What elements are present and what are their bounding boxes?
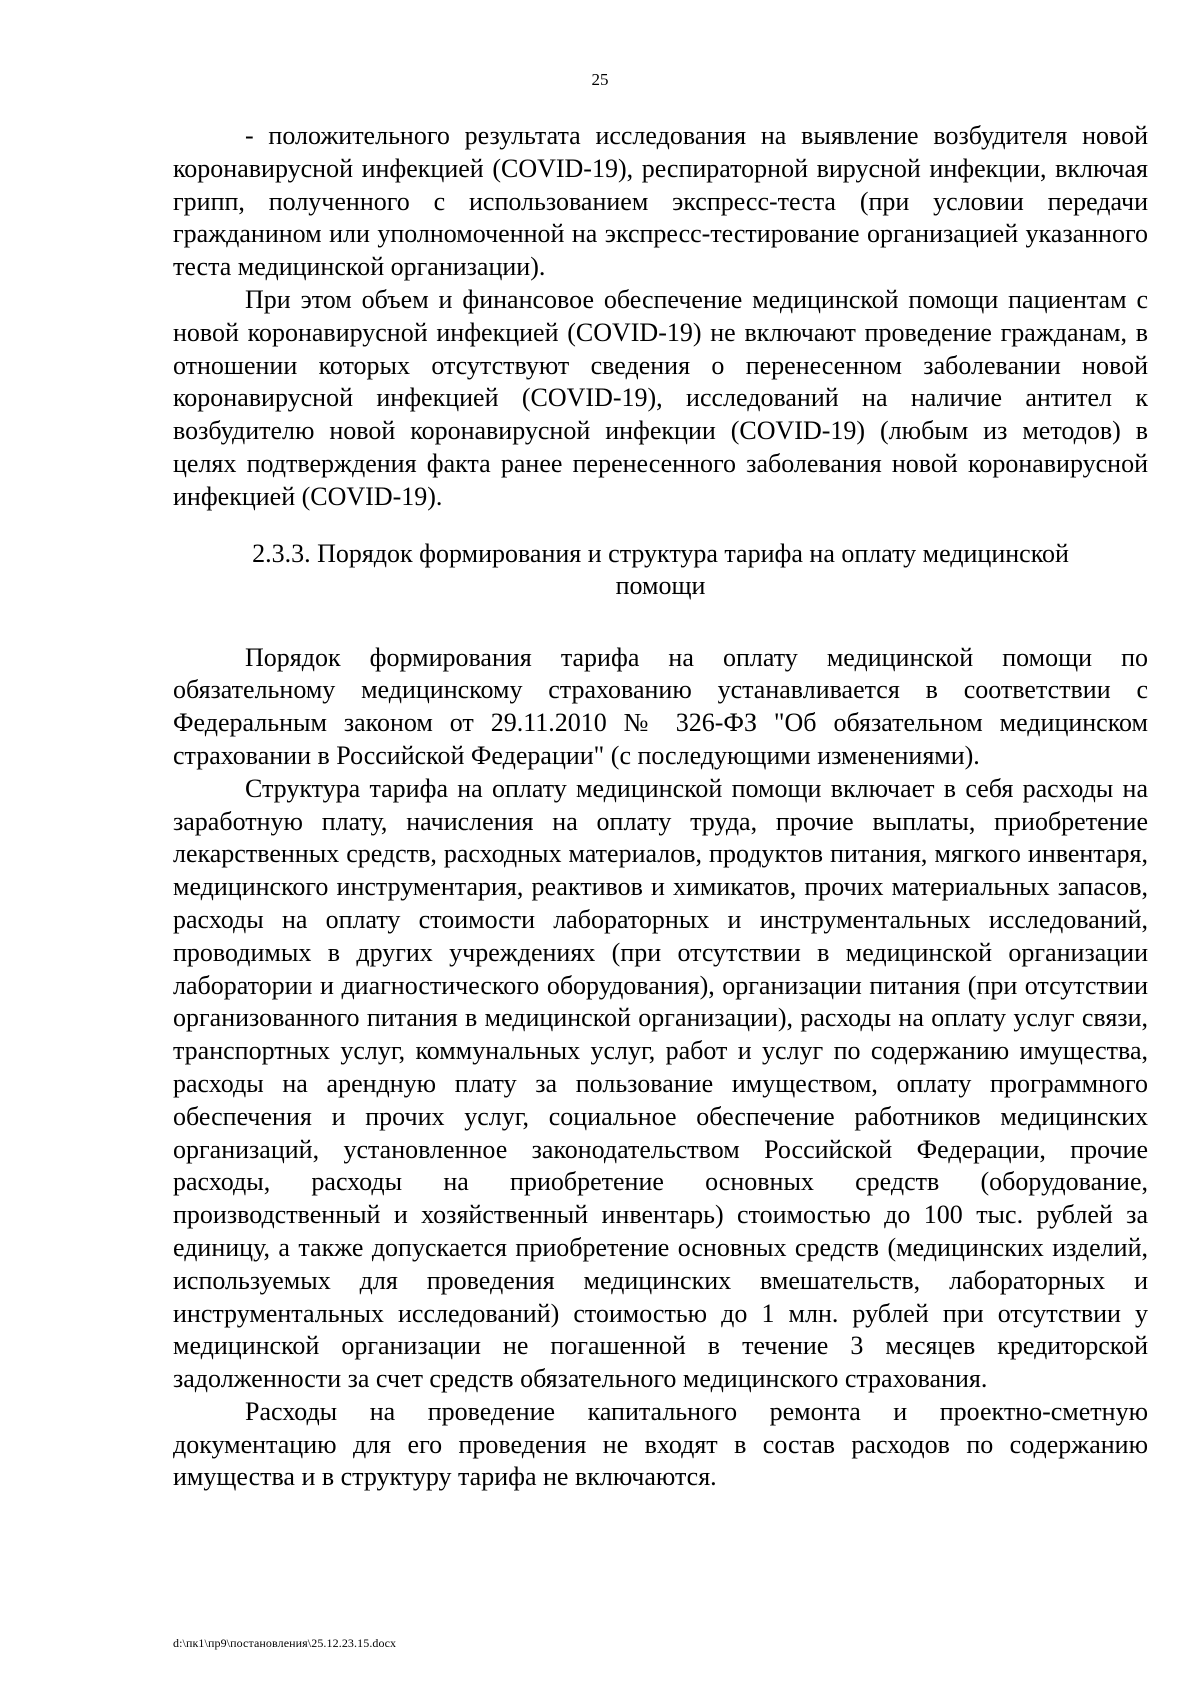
paragraph-tariff-formation: Порядок формирования тарифа на оплату медицинской помощи по обязательному медицинскому страхованию устанавливается в соответствии с Федеральным законом от 29.11.2010 № 326-ФЗ "Об обязательном медицинском страховании в Российской Федерации" (с последующими изменениями). bbox=[173, 642, 1148, 770]
document-body bbox=[173, 120, 1148, 1494]
paragraph-covid-antibody-exclusion: При этом объем и финансовое обеспечение медицинской помощи пациентам с новой коронавирусной инфекцией (COVID-19) не включают проведение гражданам, в отношении которых отсутствуют сведения о перенесенном заболевании новой коронавирусной инфекцией (COVID-19), исследований на наличие антител к возбудителю новой коронавирусной инфекции (COVID-19) (любым из методов) в целях подтверждения факта ранее перенесенного заболевания новой коронавирусной инфекцией (COVID-19). bbox=[173, 284, 1148, 511]
paragraph-capital-repair-exclusion: Расходы на проведение капитального ремонта и проектно-сметную документацию для его проведения не входят в состав расходов по содержанию имущества и в структуру тарифа не включаются. bbox=[173, 1396, 1148, 1492]
paragraph-tariff-structure: Структура тарифа на оплату медицинской помощи включает в себя расходы на заработную плату, начисления на оплату труда, прочие выплаты, приобретение лекарственных средств, расходных материалов, продуктов питания, мягкого инвентаря, медицинского инструментария, реактивов и химикатов, прочих материальных запасов, расходы на оплату стоимости лабораторных и инструментальных исследований, проводимых в других учреждениях (при отсутствии в медицинской организации лаборатории и диагностического оборудования), организации питания (при отсутствии организованного питания в медицинской организации), расходы на оплату услуг связи, транспортных услуг, коммунальных услуг, работ и услуг по содержанию имущества, расходы на арендную плату за пользование имуществом, оплату программного обеспечения и прочих услуг, социальное обеспечение работников медицинских организаций, установленное законодательством Российской Федерации, прочие расходы, расходы на приобретение основных средств (оборудование, производственный и хозяйственный инвентарь) стоимостью до 100 тыс. рублей за единицу, а также допускается приобретение основных средств (медицинских изделий, используемых для проведения медицинских вмешательств, лабораторных и инструментальных исследований) стоимостью до 1 млн. рублей при отсутствии у медицинской организации не погашенной в течение 3 месяцев кредиторской задолженности за счет средств обязательного медицинского страхования. bbox=[173, 773, 1148, 1394]
page-number: 25 bbox=[591, 70, 609, 89]
footer-file-path: d:\пк1\пр9\постановления\25.12.23.15.docx bbox=[173, 1636, 397, 1650]
paragraph-positive-test-result: - положительного результата исследования на выявление возбудителя новой коронавирусной инфекцией (COVID-19), респираторной вирусной инфекции, включая грипп, полученного с использованием экспресс-теста (при условии передачи гражданином или уполномоченной на экспресс-тестирование организацией указанного теста медицинской организации). bbox=[173, 121, 1148, 282]
section-heading-tariff-structure: 2.3.3. Порядок формирования и структура тарифа на оплату медицинской помощи bbox=[252, 538, 1069, 600]
